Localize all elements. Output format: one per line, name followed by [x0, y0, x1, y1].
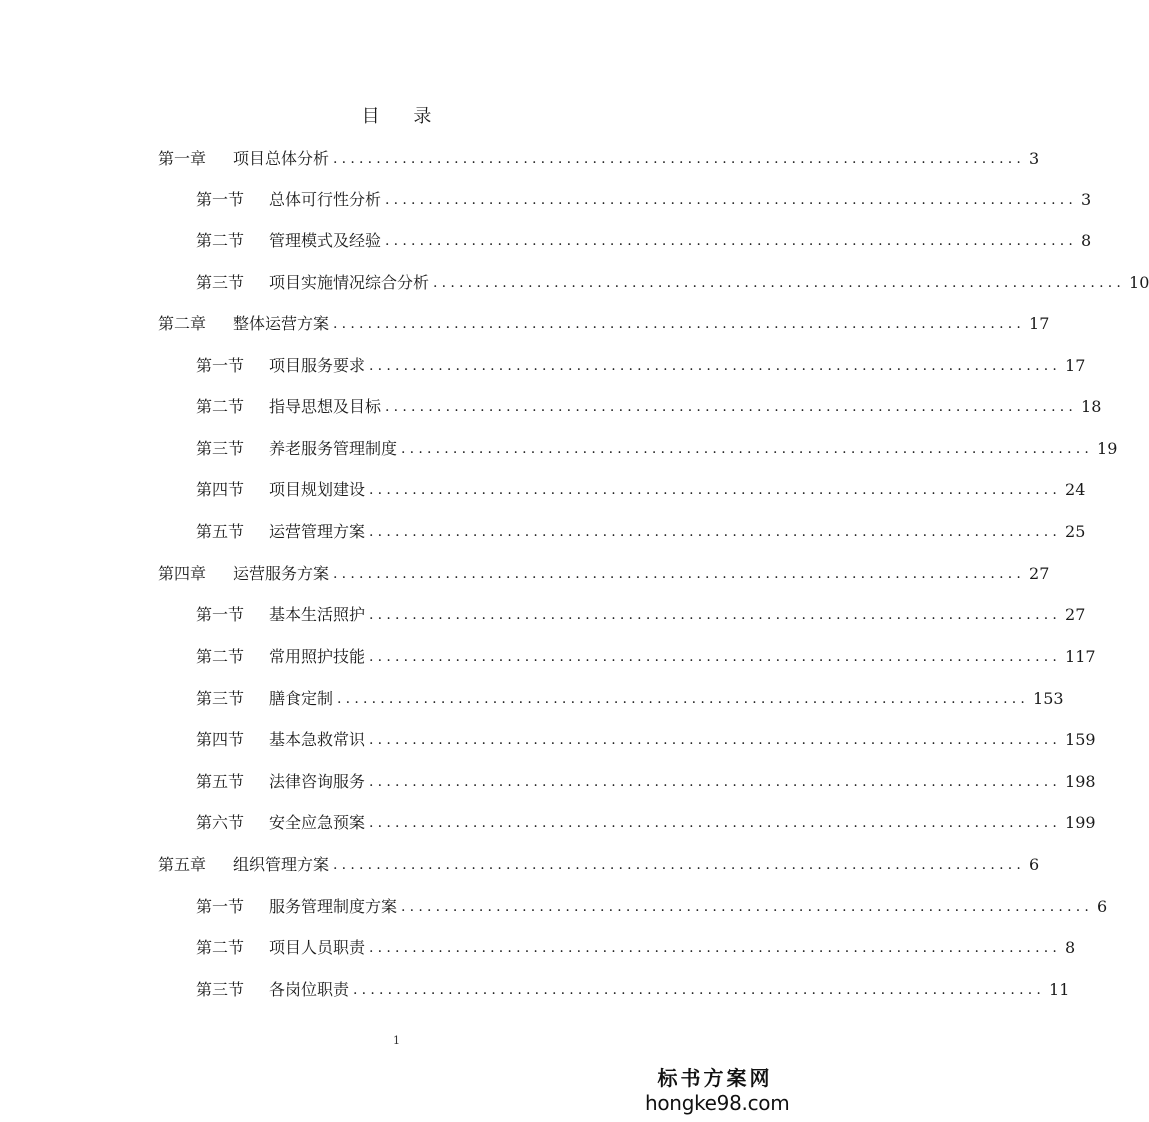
toc-section-4-4[interactable]	[196, 728, 1096, 752]
dot-leader: ................................................................................	[333, 857, 1026, 873]
toc-section-title: 基本生活照护	[269, 605, 366, 624]
dot-leader: ................................................................................	[369, 815, 1062, 831]
dot-leader: ................................................................................	[353, 982, 1046, 998]
toc-page-number: 11	[1049, 980, 1070, 999]
dot-leader: ................................................................................	[385, 192, 1078, 208]
toc-page-number: 6	[1029, 855, 1040, 874]
dot-leader: ................................................................................	[337, 691, 1030, 707]
toc-section-title: 安全应急预案	[269, 813, 366, 832]
toc-chapter-1[interactable]	[158, 147, 1040, 171]
toc-section-title: 项目人员职责	[269, 938, 366, 957]
toc-section-number: 第三节	[196, 273, 245, 292]
toc-section-title: 各岗位职责	[269, 980, 350, 999]
toc-section-number: 第四节	[196, 480, 245, 499]
toc-section-2-3[interactable]	[196, 437, 1118, 461]
toc-section-4-2[interactable]	[196, 645, 1096, 669]
toc-section-4-5[interactable]	[196, 770, 1096, 794]
toc-page-number: 8	[1065, 938, 1076, 957]
dot-leader: ................................................................................	[333, 151, 1026, 167]
toc-section-title: 项目服务要求	[269, 356, 366, 375]
toc-page-number: 25	[1065, 522, 1086, 541]
dot-leader: ................................................................................	[433, 275, 1126, 291]
toc-section-title: 总体可行性分析	[269, 190, 382, 209]
toc-section-number: 第一节	[196, 605, 245, 624]
toc-section-title: 管理模式及经验	[269, 231, 382, 250]
toc-page-number: 6	[1097, 897, 1108, 916]
toc-chapter-5[interactable]	[158, 853, 1040, 877]
dot-leader: ................................................................................	[369, 940, 1062, 956]
toc-page-number: 117	[1065, 647, 1096, 666]
toc-section-number: 第二节	[196, 397, 245, 416]
dot-leader: ................................................................................	[369, 524, 1062, 540]
toc-section-number: 第六节	[196, 813, 245, 832]
toc-page-number: 18	[1081, 397, 1102, 416]
toc-section-number: 第一节	[196, 190, 245, 209]
toc-section-number: 第一节	[196, 897, 245, 916]
toc-section-number: 第三节	[196, 980, 245, 999]
toc-section-1-1[interactable]	[196, 188, 1092, 212]
dot-leader: ................................................................................	[369, 732, 1062, 748]
toc-page-number: 27	[1065, 605, 1086, 624]
toc-page-number: 8	[1081, 231, 1092, 250]
toc-page-number: 153	[1033, 689, 1064, 708]
dot-leader: ................................................................................	[401, 899, 1094, 915]
toc-section-title: 常用照护技能	[269, 647, 366, 666]
dot-leader: ................................................................................	[369, 649, 1062, 665]
dot-leader: ................................................................................	[369, 482, 1062, 498]
watermark-name: 标书方案网	[657, 1066, 773, 1090]
toc-section-number: 第三节	[196, 689, 245, 708]
toc-chapter-title: 项目总体分析	[233, 149, 330, 168]
toc-section-5-2[interactable]	[196, 936, 1076, 960]
toc-chapter-2[interactable]	[158, 312, 1050, 336]
toc-chapter-title: 组织管理方案	[233, 855, 330, 874]
toc-chapter-title: 运营服务方案	[233, 564, 330, 583]
toc-section-title: 指导思想及目标	[269, 397, 382, 416]
toc-chapter-4[interactable]	[158, 562, 1050, 586]
toc-section-5-3[interactable]	[196, 978, 1070, 1002]
toc-page-number: 159	[1065, 730, 1096, 749]
toc-section-2-5[interactable]	[196, 520, 1086, 544]
dot-leader: ................................................................................	[385, 399, 1078, 415]
toc-page-number: 17	[1065, 356, 1086, 375]
toc-page-number: 27	[1029, 564, 1050, 583]
toc-section-number: 第二节	[196, 647, 245, 666]
dot-leader: ................................................................................	[369, 774, 1062, 790]
dot-leader: ................................................................................	[333, 566, 1026, 582]
toc-page-number: 10	[1129, 273, 1149, 292]
toc-section-title: 膳食定制	[269, 689, 334, 708]
toc-section-1-3[interactable]	[196, 271, 1149, 295]
toc-section-4-3[interactable]	[196, 687, 1064, 711]
toc-section-number: 第五节	[196, 772, 245, 791]
page-number-footer: 1	[393, 1034, 400, 1047]
toc-section-number: 第二节	[196, 231, 245, 250]
toc-section-2-1[interactable]	[196, 354, 1086, 378]
toc-section-2-2[interactable]	[196, 395, 1102, 419]
toc-page-number: 17	[1029, 314, 1050, 333]
toc-section-title: 养老服务管理制度	[269, 439, 398, 458]
toc-section-number: 第二节	[196, 938, 245, 957]
toc-chapter-number: 第五章	[158, 855, 207, 874]
toc-page-number: 3	[1081, 190, 1092, 209]
toc-section-number: 第四节	[196, 730, 245, 749]
toc-section-title: 服务管理制度方案	[269, 897, 398, 916]
dot-leader: ................................................................................	[369, 358, 1062, 374]
toc-page-number: 198	[1065, 772, 1096, 791]
toc-section-1-2[interactable]	[196, 229, 1092, 253]
toc-section-number: 第三节	[196, 439, 245, 458]
toc-section-5-1[interactable]	[196, 895, 1108, 919]
toc-section-title: 基本急救常识	[269, 730, 366, 749]
dot-leader: ................................................................................	[369, 607, 1062, 623]
dot-leader: ................................................................................	[401, 441, 1094, 457]
toc-page-number: 199	[1065, 813, 1096, 832]
toc-chapter-number: 第四章	[158, 564, 207, 583]
toc-section-4-6[interactable]	[196, 811, 1096, 835]
toc-section-title: 运营管理方案	[269, 522, 366, 541]
toc-section-title: 项目实施情况综合分析	[269, 273, 430, 292]
toc-section-4-1[interactable]	[196, 603, 1086, 627]
toc-section-number: 第一节	[196, 356, 245, 375]
dot-leader: ................................................................................	[385, 233, 1078, 249]
toc-chapter-title: 整体运营方案	[233, 314, 330, 333]
toc-title: 目 录	[361, 106, 446, 127]
toc-section-number: 第五节	[196, 522, 245, 541]
toc-page-number: 19	[1097, 439, 1118, 458]
toc-page-number: 24	[1065, 480, 1086, 499]
toc-page-number: 3	[1029, 149, 1040, 168]
dot-leader: ................................................................................	[333, 316, 1026, 332]
toc-section-title: 法律咨询服务	[269, 772, 366, 791]
site-watermark	[645, 1066, 790, 1118]
watermark-url: hongke98.com	[645, 1091, 790, 1115]
toc-chapter-number: 第一章	[158, 149, 207, 168]
toc-section-2-4[interactable]	[196, 478, 1086, 502]
toc-chapter-number: 第二章	[158, 314, 207, 333]
toc-section-title: 项目规划建设	[269, 480, 366, 499]
